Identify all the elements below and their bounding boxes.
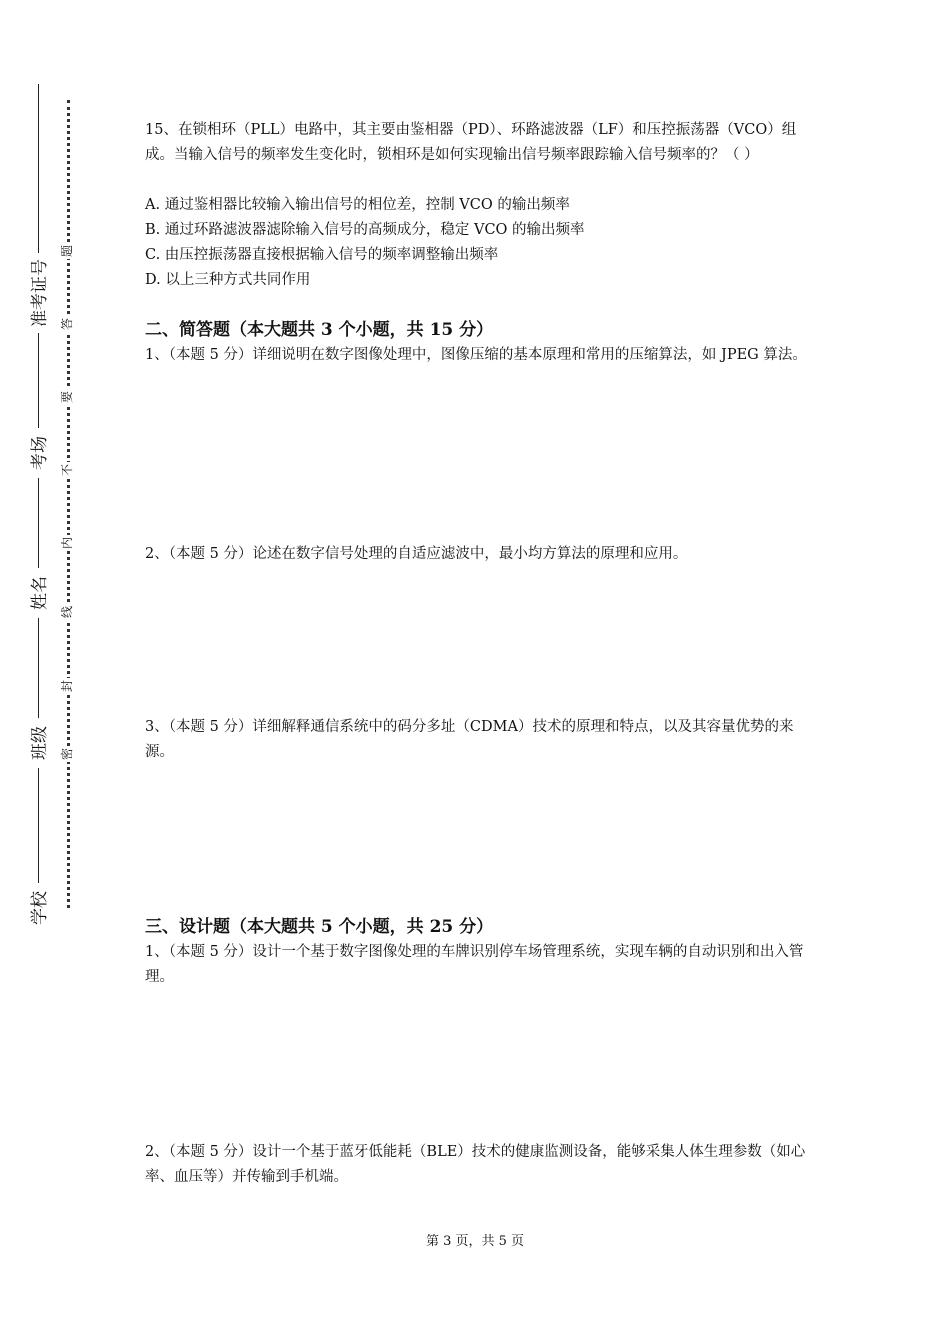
option-a: A. 通过鉴相器比较输入输出信号的相位差，控制 VCO 的输出频率 bbox=[145, 197, 570, 213]
seal-char: 答 bbox=[60, 318, 74, 331]
option-d: D. 以上三种方式共同作用 bbox=[145, 272, 311, 288]
binding-dotted-line bbox=[67, 100, 70, 908]
exam-number-label: 准考证号 bbox=[25, 253, 51, 333]
seal-char: 封 bbox=[60, 680, 74, 693]
binding-margin bbox=[0, 0, 100, 1344]
section-3-title: 三、设计题（本大题共 5 个小题，共 25 分） bbox=[145, 917, 494, 937]
section-2-question-2: 2、（本题 5 分）论述在数字信号处理的自适应滤波中，最小均方算法的原理和应用。 bbox=[145, 546, 688, 562]
class-label: 班级 bbox=[25, 718, 51, 768]
seal-char: 内 bbox=[60, 537, 74, 550]
section-2-title: 二、简答题（本大题共 3 个小题，共 15 分） bbox=[145, 320, 494, 340]
seal-char: 不 bbox=[60, 464, 74, 477]
exam-room-label: 考场 bbox=[25, 428, 51, 478]
name-label: 姓名 bbox=[25, 568, 51, 618]
seal-char: 密 bbox=[60, 748, 74, 761]
question-15: 15、在锁相环（PLL）电路中，其主要由鉴相器（PD）、环路滤波器（LF）和压控振荡器（VCO）组成。当输入信号的频率发生变化时，锁相环是如何实现输出信号频率跟踪输入信号频率的？（ ） bbox=[145, 122, 797, 163]
option-c: C. 由压控振荡器直接根据输入信号的频率调整输出频率 bbox=[145, 247, 499, 263]
school-label: 学校 bbox=[25, 883, 51, 933]
page-footer: 第 3 页，共 5 页 bbox=[425, 1234, 525, 1249]
section-2-question-3: 3、（本题 5 分）详细解释通信系统中的码分多址（CDMA）技术的原理和特点，以及其容量优势的来源。 bbox=[145, 719, 794, 760]
section-3-question-2: 2、（本题 5 分）设计一个基于蓝牙低能耗（BLE）技术的健康监测设备，能够采集人体生理参数（如心率、血压等）并传输到手机端。 bbox=[145, 1144, 806, 1185]
option-b: B. 通过环路滤波器滤除输入信号的高频成分，稳定 VCO 的输出频率 bbox=[145, 222, 585, 238]
seal-char: 线 bbox=[60, 606, 74, 619]
binding-solid-line bbox=[38, 84, 39, 918]
section-3-question-1: 1、（本题 5 分）设计一个基于数字图像处理的车牌识别停车场管理系统，实现车辆的自动识别和出入管理。 bbox=[145, 944, 804, 985]
seal-char: 要 bbox=[60, 391, 74, 404]
section-2-question-1: 1、（本题 5 分）详细说明在数字图像处理中，图像压缩的基本原理和常用的压缩算法，如 JPEG 算法。 bbox=[145, 347, 807, 363]
seal-char: 题 bbox=[60, 245, 74, 258]
